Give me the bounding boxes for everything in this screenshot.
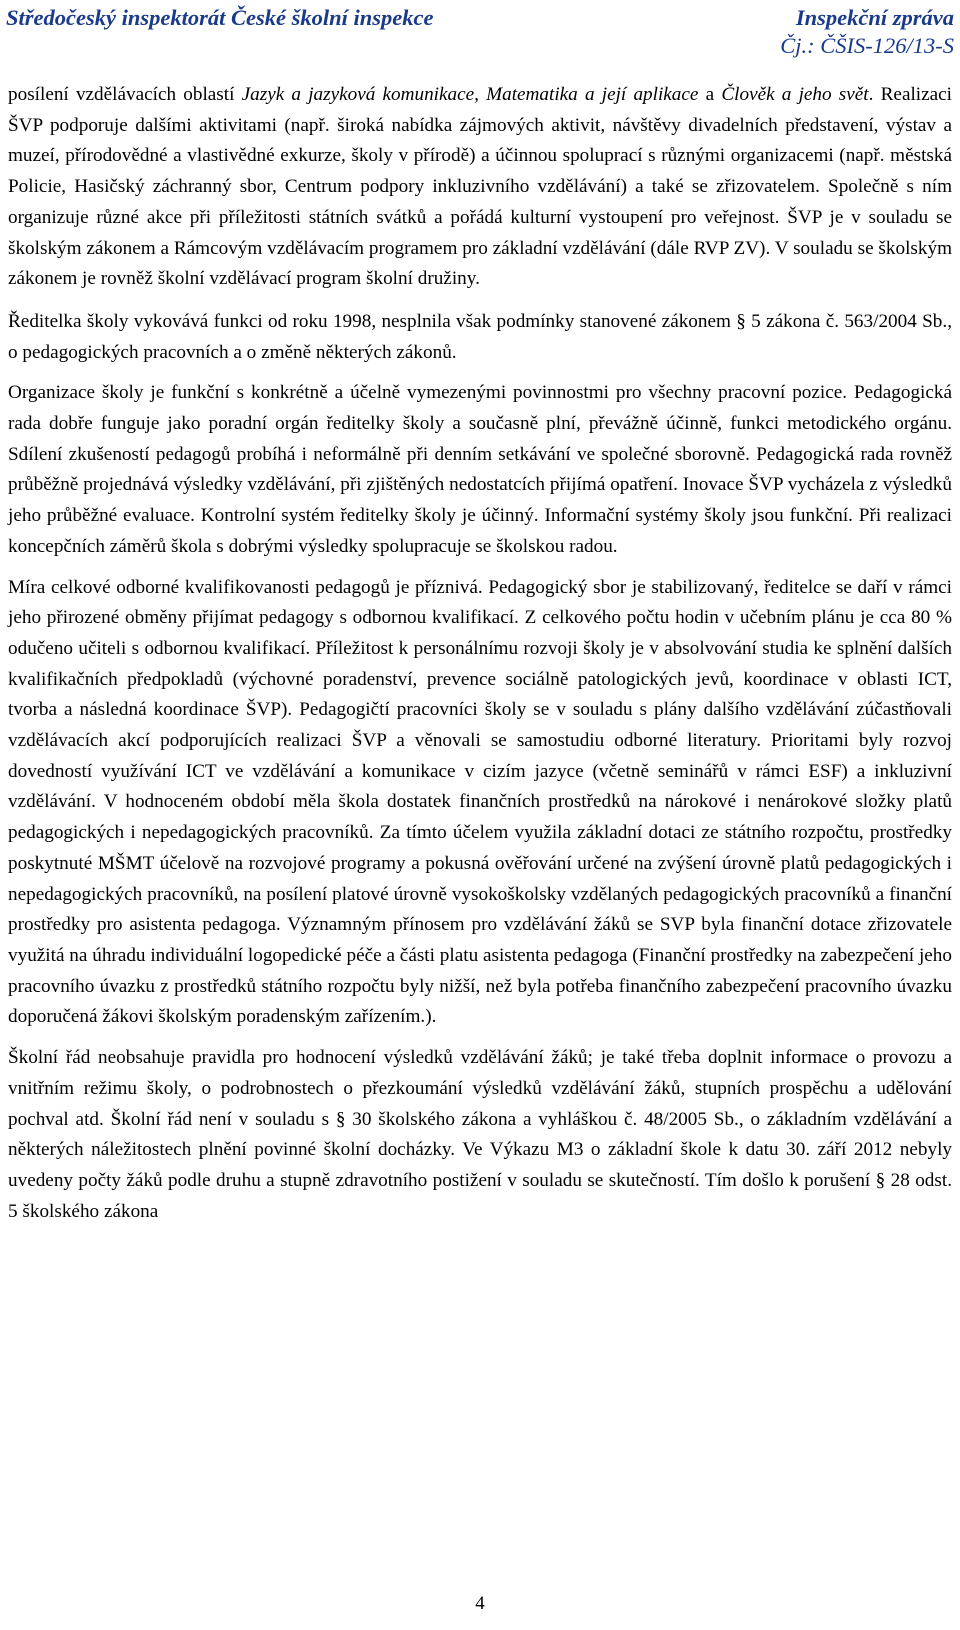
intro-rest-text: . Realizaci ŠVP podporuje dalšími aktivitami (např. široká nabídka zájmových aktivit, návštěvy divadelních představení, výstav a muzeí, přírodovědné a vlastivědné exkurze, školy v přírodě) a účinnou spoluprací s různými organizacemi (např. městská Policie, Hasičský záchranný sbor, Centrum podpory inkluzivního vzdělávání) a také se zřizovatelem. Společně s ním organizuje různé akce při příležitosti státních svátků a pořádá kulturní vystoupení pro veřejnost. ŠVP je v souladu se školským zákonem a Rámcovým vzdělávacím programem pro základní vzdělávání (dále RVP ZV). V souladu se školským zákonem je rovněž školní vzdělávací program školní družiny. xyxy=(8,84,952,290)
paragraph-school-rules: Školní řád neobsahuje pravidla pro hodnocení výsledků vzdělávání žáků; je také třeba doplnit informace o provozu a vnitřním režimu školy, o podrobnostech o přezkoumání výsledků vzdělávání žáků, stupních prospěchu a udělování pochval atd. Školní řád není v souladu s § 30 školského zákona a vyhláškou č. 48/2005 Sb., o základním vzdělávání a některých náležitostech plnění povinné školní docházky. Ve Výkazu M3 o základní škole k datu 30. září 2012 nebyly uvedeny počty žáků podle druhu a stupně zdravotního postižení v souladu se skutečností. Tím došlo k porušení § 28 odst. 5 školského zákona xyxy=(8,1047,952,1222)
header-reference-number: Čj.: ČŠIS-126/13-S xyxy=(780,33,954,58)
intro-conjunction: a xyxy=(698,84,722,105)
intro-subject-area-2: Člověk a jeho svět xyxy=(721,84,869,105)
header-report-title: Inspekční zpráva xyxy=(795,5,954,30)
header-organization: Středočeský inspektorát České školní inspekce xyxy=(6,5,434,30)
paragraph-intro xyxy=(8,80,952,295)
intro-subject-areas: Jazyk a jazyková komunikace, Matematika a její aplikace xyxy=(241,84,699,105)
paragraph-qualification: Míra celkové odborné kvalifikovanosti pedagogů je příznivá. Pedagogický sbor je stabilizovaný, ředitelce se daří v rámci jeho přirozené obměny přijímat pedagogy s odbornou kvalifikací. Z celkového počtu hodin v učebním plánu je cca 80 % odučeno učiteli s odbornou kvalifikací. Příležitost k personálnímu rozvoji školy je v absolvování studia ke splnění dalších kvalifikačních předpokladů (výchovné poradenství, prevence sociálně patologických jevů, koordinace v oblasti ICT, tvorba a následná koordinace ŠVP). Pedagogičtí pracovníci školy se v souladu s plány dalšího vzdělávání zúčastňovali vzdělávacích akcí podporujících realizaci ŠVP a věnovali se samostudiu odborné literatury. Prioritami byly rozvoj dovedností využívání ICT ve vzdělávání a komunikace v cizím jazyce (včetně seminářů v rámci ESF) a inkluzivní vzdělávání. V hodnoceném období měla škola dostatek finančních prostředků na nárokové i nenárokové složky platů pedagogických i nepedagogických pracovníků. Za tímto účelem využila základní dotaci ze státního rozpočtu, prostředky poskytnuté MŠMT účelově na rozvojové programy a pokusná ověřování určené na zvýšení úrovně platů pedagogických i nepedagogických pracovníků, na posílení platové úrovně vysokoškolsky vzdělaných pedagogických pracovníků a finanční prostředky pro asistenta pedagoga. Významným přínosem pro vzdělávání žáků se SVP byla finanční dotace zřizovatele využitá na úhradu individuální logopedické péče a části platu asistenta pedagoga (Finanční prostředky na zabezpečení jeho pracovního úvazku z prostředků státního rozpočtu byly nižší, než byla potřeba finančního zabezpečení pracovního úvazku doporučená žákovi školským poradenským zařízením.). xyxy=(8,576,952,1028)
document-body xyxy=(8,80,952,1237)
page-number: 4 xyxy=(475,1593,485,1614)
header-report-info xyxy=(780,4,954,60)
paragraph-principal: Ředitelka školy vykovává funkci od roku 1998, nesplnila však podmínky stanovené zákonem § 5 zákona č. 563/2004 Sb., o pedagogických pracovních a o změně některých zákonů. xyxy=(8,310,952,363)
intro-lead-text: posílení vzdělávacích oblastí xyxy=(8,84,242,105)
paragraph-organization: Organizace školy je funkční s konkrétně a účelně vymezenými povinnostmi pro všechny pracovní pozice. Pedagogická rada dobře funguje jako poradní orgán ředitelky školy a současně plní, převážně účinně, funkci metodického orgánu. Sdílení zkušeností pedagogů probíhá i neformálně při denním setkávání ve společné sborovně. Pedagogická rada rovněž průběžně projednává výsledky vzdělávání, při zjištěných nedostatcích přijímá opatření. Inovace ŠVP vycházela z výsledků jeho průběžné evaluace. Kontrolní systém ředitelky školy je účinný. Informační systémy školy jsou funkční. Při realizaci koncepčních záměrů škola s dobrými výsledky spolupracuje se školskou radou. xyxy=(8,382,952,557)
page-header xyxy=(6,4,954,64)
